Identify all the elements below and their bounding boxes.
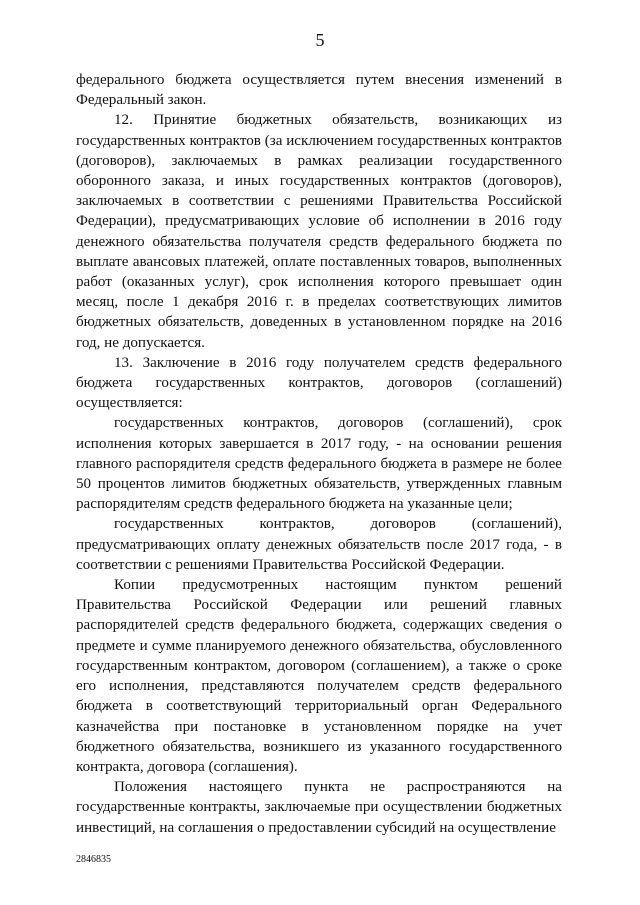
- paragraph-item-13: 13. Заключение в 2016 году получателем средств федерального бюджета государственных контрактов, договоров (соглашений) осуществляется:: [76, 354, 562, 412]
- paragraph-item-12: 12. Принятие бюджетных обязательств, возникающих из государственных контрактов (за исключением государственных контрактов (договоров), заключаемых в рамках реализации государственного оборонного заказа, и иных государственных контрактов (договоров), заключаемых в соответствии с решениями Правительства Российской Федерации), предусматривающих условие об исполнении в 2016 году денежного обязательства получателя средств федерального бюджета по выплате авансовых платежей, оплате поставленных товаров, выполненных работ (оказанных услуг), срок исполнения которого превышает один месяц, после 1 декабря 2016 г. в пределах соответствующих лимитов бюджетных обязательств, доведенных в установленном порядке на 2016 год, не допускается.: [76, 112, 562, 351]
- page-number: 5: [315, 30, 325, 50]
- paragraph-contracts-2017: государственных контрактов, договоров (соглашений), срок исполнения которых завершается в 2017 году, - на основании решения главного распорядителя средств федерального бюджета в размере не более 50 процентов лимитов бюджетных обязательств, утвержденных главным распорядителям средств федерального бюджета на указанные цели;: [76, 415, 562, 513]
- paragraph-provisions: Положения настоящего пункта не распространяются на государственные контракты, заключаемые при осуществлении бюджетных инвестиций, на соглашения о предоставлении субсидий на осуществление: [76, 779, 562, 836]
- paragraph-copies-of-decisions: Копии предусмотренных настоящим пунктом решений Правительства Российской Федерации или решений главных распорядителей средств федерального бюджета, содержащих сведения о предмете и сумме планируемого денежного обязательства, обусловленного государственным контрактом, договором (соглашением), а также о сроке его исполнения, представляются получателем средств федерального бюджета в соответствующий территориальный орган Федерального казначейства при постановке в установленном порядке на учет бюджетного обязательства, возникшего из указанного государственного контракта, договора (соглашения).: [76, 577, 562, 775]
- document-body: [76, 70, 562, 838]
- document-code: 2846835: [76, 854, 111, 865]
- paragraph-continuation: федерального бюджета осуществляется путем внесения изменений в Федеральный закон.: [76, 72, 562, 109]
- paragraph-contracts-after-2017: государственных контрактов, договоров (соглашений), предусматривающих оплату денежных обязательств после 2017 года, - в соответствии с решениями Правительства Российской Федерации.: [76, 516, 562, 573]
